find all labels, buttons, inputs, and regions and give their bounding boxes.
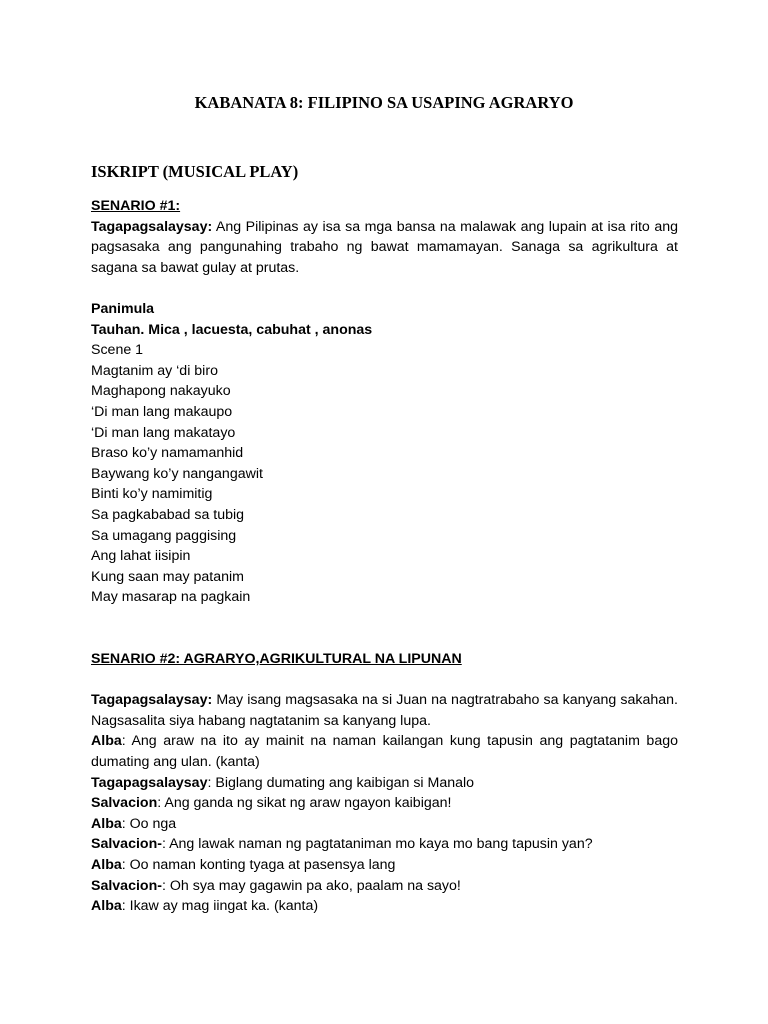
dialogue-text: May isang magsasaka na si Juan na nagtratrabaho sa kanyang sakahan. Nagsasalita siya habang nagtatanim sa kanyang lupa.: [91, 692, 678, 729]
lyric-line: Kung saan may patanim: [91, 568, 245, 585]
speaker-label: Tagapagsalaysay: [91, 774, 208, 791]
lyric-line: Baywang ko’y nangangawit: [91, 465, 263, 482]
lyric-line: Ang lahat iisipin: [91, 548, 191, 565]
intro-label: Panimula: [91, 300, 155, 317]
script-body: [91, 196, 678, 917]
speaker-label: Salvacion-: [91, 877, 162, 894]
dialogue-text: : Ikaw ay mag iingat ka. (kanta): [121, 898, 319, 915]
dialogue-list: [91, 690, 678, 917]
scenario-1-heading: SENARIO #1:: [91, 198, 181, 214]
dialogue-text: : Oo nga: [121, 815, 177, 832]
lyric-line: Binti ko’y namimitig: [91, 486, 213, 503]
lyric-line: ‘Di man lang makatayo: [91, 424, 236, 441]
dialogue-line: [91, 731, 678, 772]
scenario-1-narration: [91, 217, 678, 279]
dialogue-line: [91, 793, 678, 814]
dialogue-text: : Ang ganda ng sikat ng araw ngayon kaibigan!: [157, 795, 452, 812]
document-subtitle: ISKRIPT (MUSICAL PLAY): [91, 162, 299, 181]
speaker-label: Salvacion-: [91, 836, 162, 853]
dialogue-text: : Oh sya may gagawin pa ako, paalam na sayo!: [161, 877, 461, 894]
cast-label: Tauhan. Mica , lacuesta, cabuhat , anonas: [91, 321, 373, 338]
scenario-2-heading: SENARIO #2: AGRARYO,AGRIKULTURAL NA LIPUNAN: [91, 651, 462, 668]
dialogue-text: : Ang lawak naman ng pagtataniman mo kaya mo bang tapusin yan?: [161, 836, 593, 853]
dialogue-text: : Ang araw na ito ay mainit na naman kailangan kung tapusin ang pagtatanim bago dumating ang ulan. (kanta): [91, 733, 678, 771]
dialogue-line: [91, 690, 678, 731]
lyric-line: Scene 1: [91, 342, 144, 359]
document-title: KABANATA 8: FILIPINO SA USAPING AGRARYO: [194, 93, 574, 112]
song-lyrics: [91, 340, 678, 608]
speaker-label: Alba: [91, 857, 122, 873]
speaker-label: Tagapagsalaysay:: [91, 692, 213, 709]
dialogue-line: [91, 773, 678, 794]
dialogue-text: : Biglang dumating ang kaibigan si Manalo: [207, 774, 475, 791]
dialogue-text: Ang Pilipinas ay isa sa mga bansa na malawak ang lupain at isa rito ang pagsasaka ang pangunahing trabaho ng bawat mamamayan. Sanaga sa agrikultura at sagana sa bawat gulay at prutas.: [91, 218, 678, 276]
lyric-line: Sa umagang paggising: [91, 527, 237, 544]
speaker-label: Alba: [91, 898, 122, 915]
dialogue-line: [91, 896, 678, 917]
dialogue-text: : Oo naman konting tyaga at pasensya lang: [121, 857, 396, 873]
lyric-line: May masarap na pagkain: [91, 589, 251, 606]
dialogue-line: [91, 814, 678, 835]
speaker-label: Alba: [91, 815, 122, 832]
lyric-line: Maghapong nakayuko: [91, 383, 231, 400]
dialogue-line: [91, 834, 678, 855]
speaker-label: Alba: [91, 733, 122, 750]
lyric-line: ‘Di man lang makaupo: [91, 403, 233, 420]
lyric-line: Braso ko’y namamanhid: [91, 445, 244, 462]
dialogue-line: [91, 876, 678, 897]
lyric-line: Sa pagkababad sa tubig: [91, 506, 245, 523]
speaker-label: Tagapagsalaysay:: [91, 218, 213, 235]
speaker-label: Salvacion: [91, 795, 158, 812]
dialogue-line: [91, 855, 678, 876]
lyric-line: Magtanim ay ‘di biro: [91, 362, 218, 379]
